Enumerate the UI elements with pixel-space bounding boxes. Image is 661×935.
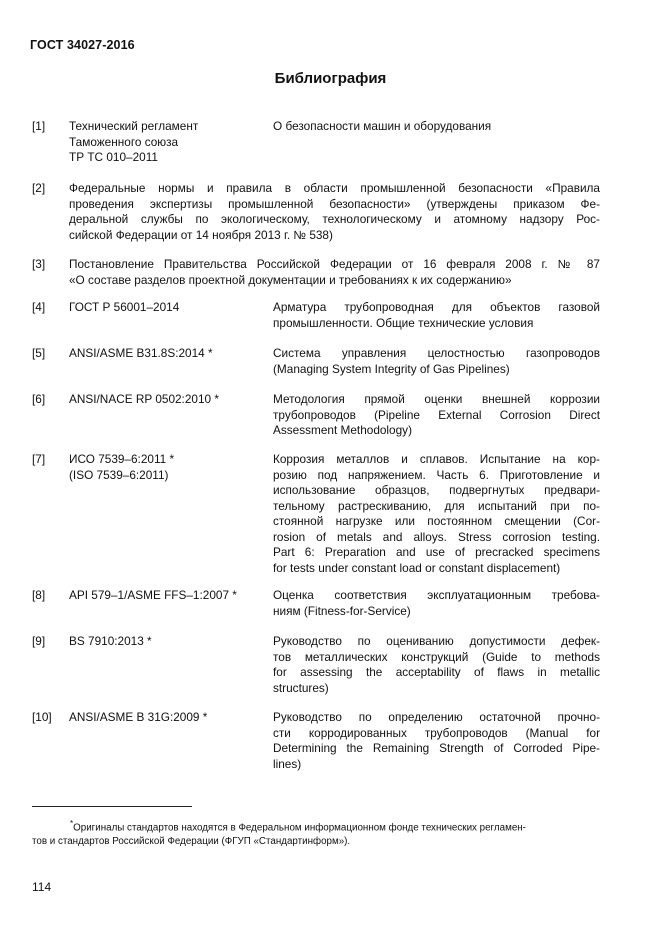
entry-title-line: Руководство по оцениванию допустимости дефек- (273, 634, 600, 648)
entry-reference-line: ИСО 7539–6:2011 * (69, 452, 175, 466)
bibliography-entry (32, 634, 602, 696)
entry-reference-line: ТР ТС 010–2011 (69, 150, 158, 164)
entry-text-line: деральной службы по экологическому, технологическому и атомному надзору Рос- (69, 212, 600, 226)
entry-title-line: трубопроводов (Pipeline External Corrosion Direct (273, 407, 600, 422)
entry-reference (69, 119, 264, 166)
entry-text-line: проведения экспертизы промышленной безопасности» (утверждены приказом Фе- (69, 196, 600, 211)
entry-reference-line: Таможенного союза (69, 134, 179, 149)
entry-title-line: Оценка соответствия эксплуатационным требова- (273, 588, 600, 602)
document-code: ГОСТ 34027-2016 (30, 38, 135, 52)
entry-title-line: for assessing the acceptability of flaws in metallic (273, 665, 600, 679)
entry-number: [8] (32, 588, 46, 602)
entry-reference (69, 452, 264, 483)
entry-title (273, 634, 600, 696)
entry-title (273, 392, 600, 439)
footnote-line-1: Оригиналы стандартов находятся в Федеральном информационном фонде технических регламен- (73, 822, 526, 834)
entry-reference-line: BS 7910:2013 * (69, 634, 152, 648)
entry-title-line: Коррозия металлов и сплавов. Испытание на кор- (273, 452, 600, 466)
bibliography-entry (32, 452, 602, 576)
footnote-divider (32, 806, 192, 807)
entry-reference (69, 300, 264, 316)
entry-number: [6] (32, 392, 46, 406)
entry-title-line: Арматура трубопроводная для объектов газовой (273, 300, 600, 314)
entry-number: [2] (32, 181, 46, 195)
entry-title-line: Part 6: Preparation and use of precracked specimens (273, 545, 600, 559)
footnote-mark: * (70, 819, 74, 828)
entry-number: [4] (32, 300, 46, 314)
entry-reference-line: ГОСТ Р 56001–2014 (69, 300, 180, 314)
bibliography-entry (32, 257, 602, 288)
entry-title-line: тов металлических конструкций (Guide to methods (273, 649, 600, 664)
entry-number: [3] (32, 257, 46, 271)
entry-text-line: «О составе разделов проектной документации и требованиях к их содержанию» (69, 272, 512, 287)
entry-title-line: for tests under constant load or constant displacement) (273, 560, 561, 575)
footnote (32, 817, 600, 849)
entry-reference (69, 346, 264, 362)
entry-title-line: rosion of metals and alloys. Stress corrosion testing. (273, 529, 600, 544)
page-number: 114 (32, 880, 52, 894)
entry-text-line: сийской Федерации от 14 ноября 2013 г. № 538) (69, 227, 333, 242)
entry-title (273, 346, 600, 377)
entry-reference (69, 392, 264, 408)
entry-text-line: Постановление Правительства Российской Федерации от 16 февраля 2008 г. № 87 (69, 257, 600, 271)
entry-number: [9] (32, 634, 46, 648)
entry-title-line: Система управления целостностью газопроводов (273, 346, 600, 360)
entry-title (273, 588, 600, 619)
entry-reference-line: Технический регламент (69, 119, 199, 133)
entry-text (69, 181, 600, 243)
entry-reference-line: ANSI/NACE RP 0502:2010 * (69, 392, 219, 406)
entry-title-line: стоянной нагрузке или постоянном смещении (Cor- (273, 514, 600, 528)
entry-reference-line: ANSI/ASME B 31G:2009 * (69, 710, 208, 724)
entry-title-line: ниям (Fitness-for-Service) (273, 603, 411, 618)
entry-reference (69, 588, 264, 604)
entry-title-line: Методология прямой оценки внешней коррозии (273, 392, 600, 406)
entry-title-line: lines) (273, 756, 302, 771)
entry-title-line: Determining the Remaining Strength of Corroded Pipe- (273, 741, 600, 755)
entry-number: [1] (32, 119, 46, 133)
bibliography-entry (32, 710, 602, 772)
entry-title (273, 452, 600, 576)
entry-reference-line: (ISO 7539–6:2011) (69, 467, 169, 482)
entry-reference (69, 710, 264, 726)
entry-title-line: (Managing System Integrity of Gas Pipelines) (273, 361, 510, 376)
entry-number: [7] (32, 452, 46, 466)
bibliography-entry (32, 119, 602, 166)
page-title: Библиография (274, 70, 387, 87)
entry-reference-line: ANSI/ASME B31.8S:2014 * (69, 346, 213, 360)
entry-text (69, 257, 600, 288)
entry-title-line: промышленности. Общие технические условия (273, 315, 534, 330)
entry-text-line: Федеральные нормы и правила в области промышленной безопасности «Правила (69, 181, 600, 195)
bibliography-entry (32, 346, 602, 377)
entry-number: [5] (32, 346, 46, 360)
entry-reference (69, 634, 264, 650)
entry-title (273, 300, 600, 331)
entry-title-line: тельному растрескиванию, для испытаний при по- (273, 498, 600, 513)
entry-title-line: О безопасности машин и оборудования (273, 119, 492, 133)
entry-title-line: использование образцов, подвергнутых предвари- (273, 483, 600, 497)
entry-title-line: structures) (273, 680, 329, 695)
entry-title-line: розию под напряжением. Часть 6. Приготовление и (273, 467, 600, 482)
entry-title-line: сти корродированных трубопроводов (Manual for (273, 725, 600, 740)
entry-title (273, 710, 600, 772)
entry-number: [10] (32, 710, 52, 724)
footnote-line-2: тов и стандартов Российской Федерации (ФГУП «Стандартинформ»). (32, 836, 351, 848)
bibliography-list (32, 119, 602, 779)
bibliography-entry (32, 392, 602, 439)
bibliography-entry (32, 588, 602, 619)
entry-title-line: Assessment Methodology) (273, 423, 413, 437)
entry-title (273, 119, 600, 135)
entry-reference-line: API 579–1/ASME FFS–1:2007 * (69, 588, 237, 602)
entry-title-line: Руководство по определению остаточной прочно- (273, 710, 600, 724)
bibliography-entry (32, 181, 602, 243)
bibliography-entry (32, 300, 602, 331)
